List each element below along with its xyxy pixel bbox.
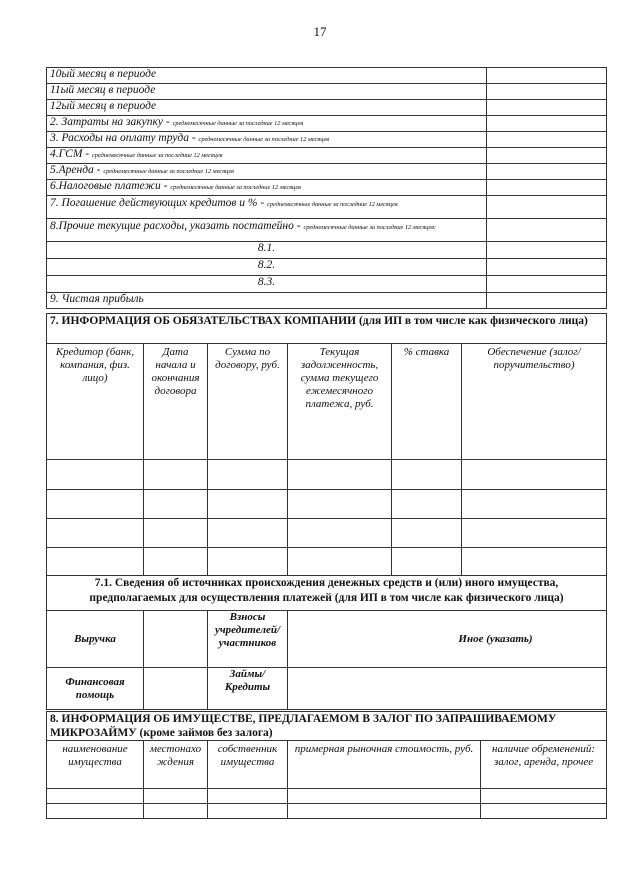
value-cell[interactable] [487,116,607,132]
other-value[interactable] [288,668,607,710]
label-financial-aid: Финансовая помощь [47,668,144,710]
value-cell[interactable] [487,276,607,293]
table-row [47,789,607,804]
col-creditor: Кредитор (банк, компания, физ. лицо) [47,344,144,460]
value-cell[interactable] [487,68,607,84]
col-market-value: примерная рыночная стоимость, руб. [288,741,481,789]
table-row [47,460,607,490]
value-cell[interactable] [487,100,607,116]
table-row [47,548,607,576]
value-cell[interactable] [487,132,607,148]
col-encumbrances: наличие обременений: залог, аренда, прочее [481,741,607,789]
label-revenue: Выручка [47,611,144,668]
col-rate: % ставка [392,344,462,460]
row-labor-costs: 3. Расходы на оплату труда - среднемесячные данные за последние 12 месяцев [47,132,487,148]
col-contract-sum: Сумма по договору, руб. [208,344,288,460]
value-cell[interactable] [487,148,607,164]
section-7-title: 7. ИНФОРМАЦИЯ ОБ ОБЯЗАТЕЛЬСТВАХ КОМПАНИИ (для ИП в том числе как физического лица) [47,314,607,344]
sources-table [46,575,607,710]
value-cell[interactable] [487,164,607,180]
section-7-1-title: 7.1. Сведения об источниках происхождения денежных средств и (или) иного имущества, предполагаемых для осуществления платежей (для ИП в том числе как физического лица) [47,576,607,611]
row-net-profit: 9. Чистая прибыль [47,293,487,309]
revenue-value[interactable] [144,611,208,668]
value-cell[interactable] [487,242,607,259]
value-cell[interactable] [487,219,607,242]
row-item-8-3: 8.3. [47,276,487,293]
col-property-name: наименование имущества [47,741,144,789]
row-other-expenses: 8.Прочие текущие расходы, указать постатейно - среднемесячные данные за последние 12 месяцев: [47,219,487,242]
table-row [47,490,607,519]
value-cell[interactable] [487,196,607,219]
col-contract-dates: Дата начала и окончания договора [144,344,208,460]
label-other: Иное (указать) [288,611,607,668]
table-row [47,804,607,819]
page-number: 17 [313,24,327,39]
row-fuel: 4.ГСМ - среднемесячные данные за последние 12 месяцев [47,148,487,164]
expenses-table [46,67,607,309]
row-item-8-1: 8.1. [47,242,487,259]
label-contributions: Взносы учредителей/участников [208,611,288,668]
value-cell[interactable] [487,259,607,276]
row-month-11: 11ый месяц в периоде [47,84,487,100]
section-8-title: 8. ИНФОРМАЦИЯ ОБ ИМУЩЕСТВЕ, ПРЕДЛАГАЕМОМ В ЗАЛОГ ПО ЗАПРАШИВАЕМОМУ МИКРОЗАЙМУ (кроме займов без залога) [47,712,607,741]
row-month-12: 12ый месяц в периоде [47,100,487,116]
value-cell[interactable] [487,293,607,309]
col-owner: собственник имущества [208,741,288,789]
financial-aid-value[interactable] [144,668,208,710]
col-collateral: Обеспечение (залог/поручительство) [462,344,607,460]
table-row [47,519,607,548]
collateral-table [46,711,607,819]
row-month-10: 10ый месяц в периоде [47,68,487,84]
value-cell[interactable] [487,180,607,196]
row-tax-payments: 6.Налоговые платежи - среднемесячные данные за последние 12 месяцев [47,180,487,196]
row-item-8-2: 8.2. [47,259,487,276]
obligations-table [46,313,607,576]
row-purchase-costs: 2. Затраты на закупку - среднемесячные данные за последние 12 месяцев [47,116,487,132]
col-current-debt: Текущая задолженность, сумма текущего ежемесячного платежа, руб. [288,344,392,460]
row-loan-repayment: 7. Погашение действующих кредитов и % - среднемесячные данные за последние 12 месяцев [47,196,487,219]
value-cell[interactable] [487,84,607,100]
col-location: местонахождения [144,741,208,789]
label-loans: Займы/Кредиты [208,668,288,710]
row-rent: 5.Аренда - среднемесячные данные за последние 12 месяцев [47,164,487,180]
